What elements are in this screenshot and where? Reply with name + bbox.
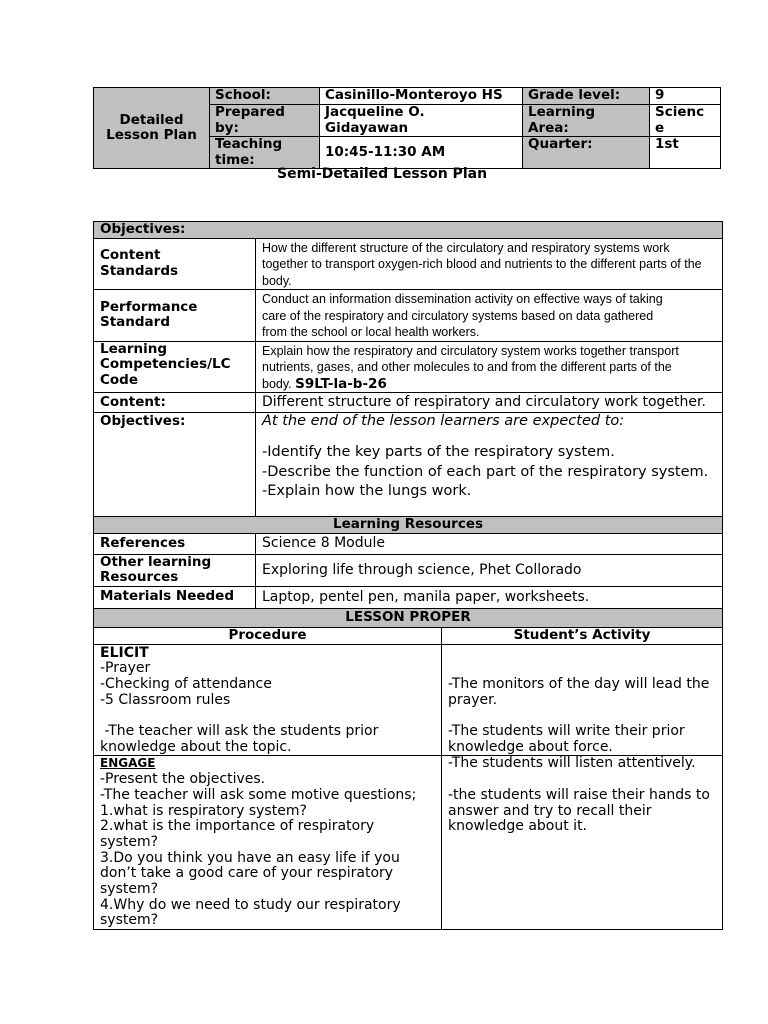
performance-standard-label: Performance Standard bbox=[94, 290, 256, 342]
performance-standard-text: Conduct an information dissemination activity on effective ways of taking care of the respiratory and circulatory systems based on data gathered from the school or local health workers. bbox=[256, 290, 723, 342]
objective-item: -Describe the function of each part of the respiratory system. bbox=[262, 463, 709, 480]
header-table bbox=[93, 87, 721, 169]
learning-area-label: Learning Area: bbox=[523, 105, 650, 137]
objective-item: -Identify the key parts of the respiratory system. bbox=[262, 444, 615, 460]
elicit-activity: -The monitors of the day will lead the prayer. -The students will write their prior knowledge about force. bbox=[442, 644, 723, 756]
quarter-label: Quarter: bbox=[523, 137, 650, 169]
quarter-value: 1st bbox=[650, 137, 721, 169]
objectives-list bbox=[262, 443, 716, 502]
school-label: School: bbox=[210, 88, 320, 105]
content-text: Different structure of respiratory and circulatory work together. bbox=[256, 393, 723, 413]
learning-competencies-text: Explain how the respiratory and circulatory system works together transport nutrients, gases, and other molecules to and from the different parts of the body. S9LT-la-b-26 bbox=[256, 341, 723, 393]
objectives-heading: Objectives: bbox=[94, 222, 723, 239]
engage-title: ENGAGE bbox=[100, 756, 156, 771]
other-resources-label: Other learning Resources bbox=[94, 554, 256, 586]
prepared-by-label: Prepared by: bbox=[210, 105, 320, 137]
lc-code: S9LT-la-b-26 bbox=[295, 375, 387, 392]
lesson-proper-heading: LESSON PROPER bbox=[94, 608, 723, 627]
references-text: Science 8 Module bbox=[256, 533, 723, 554]
objectives-intro: At the end of the lesson learners are expected to: bbox=[262, 413, 625, 429]
teaching-time-value: 10:45-11:30 AM bbox=[320, 137, 523, 169]
objective-item: -Explain how the lungs work. bbox=[262, 483, 472, 499]
engage-procedure: ENGAGE -Present the objectives. -The teacher will ask some motive questions; 1.what is respiratory system? 2.what is the importance of respiratory system? 3.Do you think you have an easy life if you don’t take a good care of your respiratory system? 4.Why do we need to study our respiratory system? bbox=[94, 756, 442, 930]
lesson-plan-title: Detailed Lesson Plan bbox=[94, 88, 210, 169]
elicit-procedure: ELICIT -Prayer -Checking of attendance -5 Classroom rules -The teacher will ask the students prior knowledge about the topic. bbox=[94, 644, 442, 756]
references-label: References bbox=[94, 533, 256, 554]
content-label: Content: bbox=[94, 393, 256, 413]
teaching-time-label: Teaching time: bbox=[210, 137, 320, 169]
objectives-content bbox=[256, 413, 723, 517]
other-resources-text: Exploring life through science, Phet Collorado bbox=[256, 554, 723, 586]
content-standards-label: Content Standards bbox=[94, 238, 256, 290]
school-value: Casinillo-Monteroyo HS bbox=[320, 88, 523, 105]
student-activity-header: Student’s Activity bbox=[442, 627, 723, 644]
content-standards-text: How the different structure of the circulatory and respiratory systems work together to transport oxygen-rich blood and nutrients to the different parts of the body. bbox=[256, 238, 723, 290]
grade-level-value: 9 bbox=[650, 88, 721, 105]
learning-area-value: Scienc e bbox=[650, 105, 721, 137]
elicit-title: ELICIT bbox=[100, 644, 149, 661]
procedure-header: Procedure bbox=[94, 627, 442, 644]
engage-activity: -The students will listen attentively. -the students will raise their hands to answer and try to recall their knowledge about it. bbox=[442, 756, 723, 930]
page-subtitle: Semi-Detailed Lesson Plan bbox=[277, 166, 488, 182]
learning-competencies-label: Learning Competencies/LC Code bbox=[94, 341, 256, 393]
learning-resources-heading: Learning Resources bbox=[94, 517, 723, 534]
materials-label: Materials Needed bbox=[94, 586, 256, 608]
materials-text: Laptop, pentel pen, manila paper, worksheets. bbox=[256, 586, 723, 608]
objectives-label: Objectives: bbox=[94, 413, 256, 517]
grade-level-label: Grade level: bbox=[523, 88, 650, 105]
prepared-by-value: Jacqueline O. Gidayawan bbox=[320, 105, 523, 137]
lesson-plan-table bbox=[93, 221, 723, 930]
